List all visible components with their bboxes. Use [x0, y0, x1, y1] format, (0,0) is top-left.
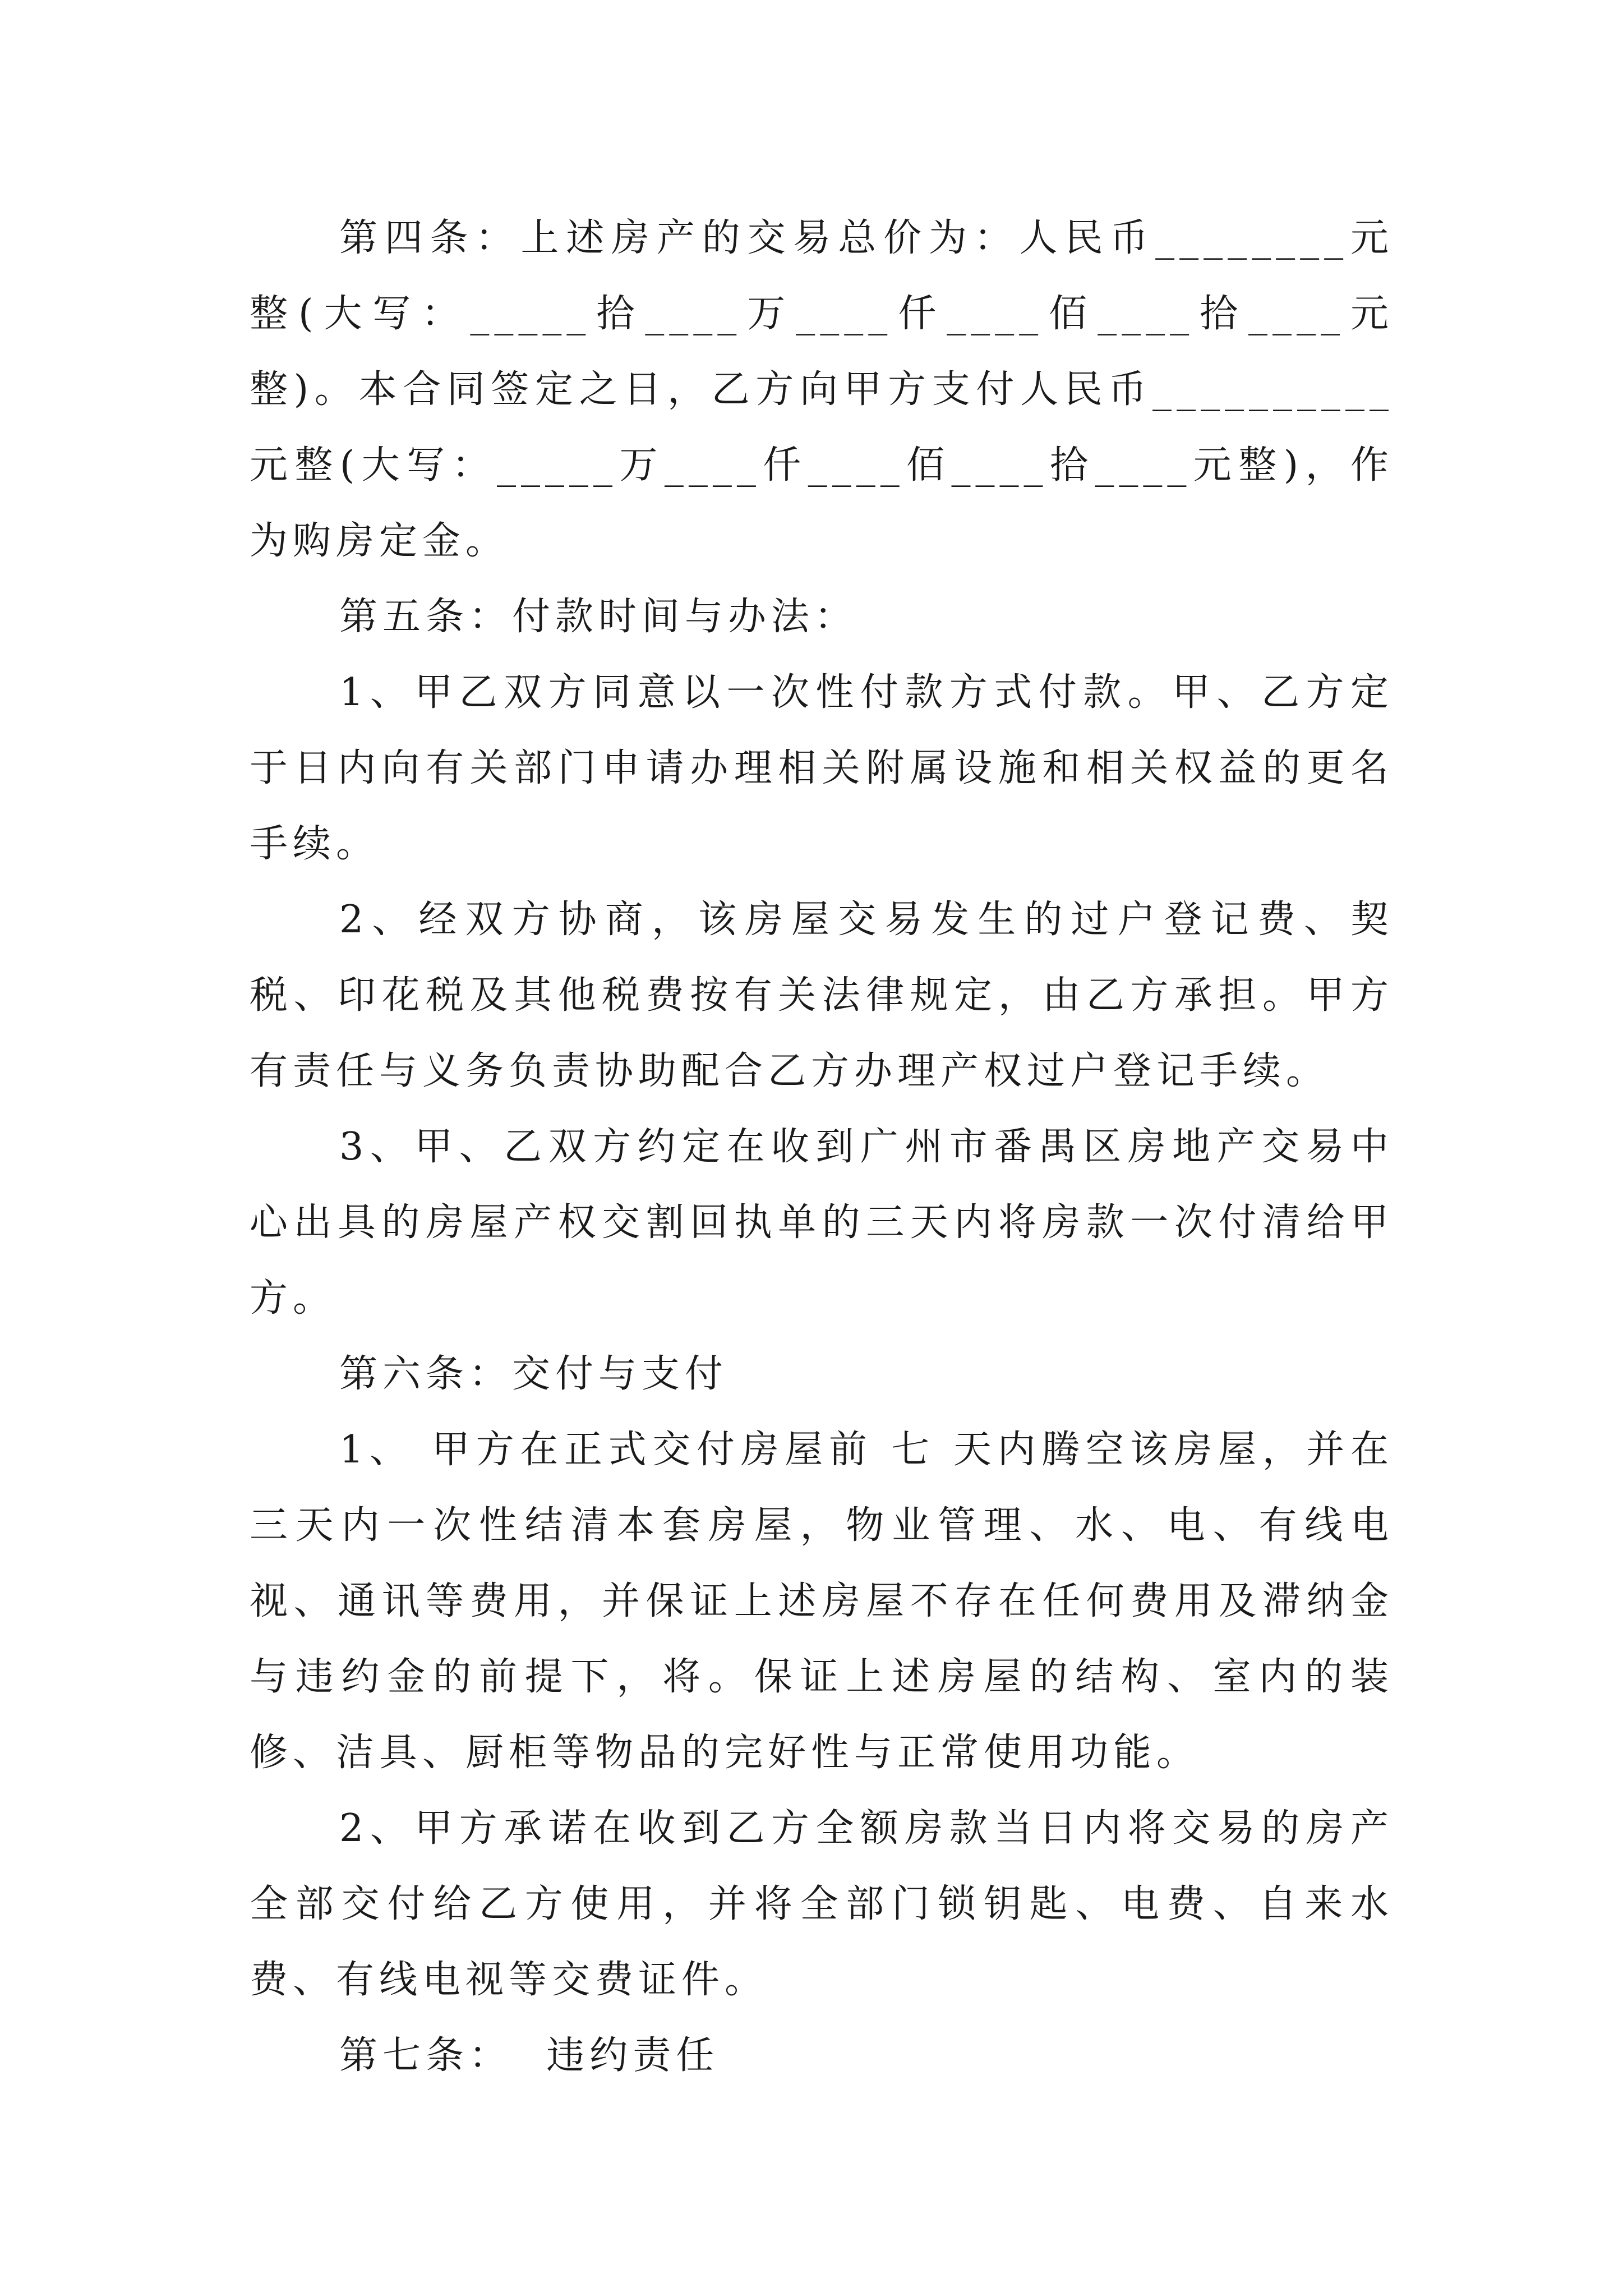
article-5-item-2: 2、经双方协商，该房屋交易发生的过户登记费、契税、印花税及其他税费按有关法律规定，由乙方承担。甲方有责任与义务负责协助配合乙方办理产权过户登记手续。 — [250, 898, 1394, 1093]
article-6-item-1: 1、 甲方在正式交付房屋前 七 天内腾空该房屋，并在三天内一次性结清本套房屋，物业管理、水、电、有线电视、通讯等费用，并保证上述房屋不存在任何费用及滞纳金与违约金的前提下，将。保证上述房屋的结构、室内的装修、洁具、厨柜等物品的完好性与正常使用功能。 — [250, 1428, 1394, 1775]
document-page — [250, 200, 1394, 2093]
article-5-item-3: 3、甲、乙双方约定在收到广州市番禺区房地产交易中心出具的房屋产权交割回执单的三天内将房款一次付清给甲方。 — [250, 1125, 1394, 1320]
article-5-item-1: 1、甲乙双方同意以一次性付款方式付款。甲、乙方定于日内向有关部门申请办理相关附属设施和相关权益的更名手续。 — [250, 670, 1394, 866]
article-5-heading: 第五条：付款时间与办法： — [339, 595, 858, 639]
article-4-paragraph: 第四条：上述房产的交易总价为：人民币________元整(大写：_____拾____万____仟____佰____拾____元整)。本合同签定之日，乙方向甲方支付人民币__________元整(大写：_____万____仟____佰____拾____元整)，作为购房定金。 — [250, 216, 1394, 563]
article-7-heading: 第七条： 违约责任 — [339, 2033, 720, 2078]
article-6-heading: 第六条：交付与支付 — [339, 1352, 728, 1396]
article-6-item-2: 2、甲方承诺在收到乙方全额房款当日内将交易的房产全部交付给乙方使用，并将全部门锁钥匙、电费、自来水费、有线电视等交费证件。 — [250, 1806, 1394, 2002]
